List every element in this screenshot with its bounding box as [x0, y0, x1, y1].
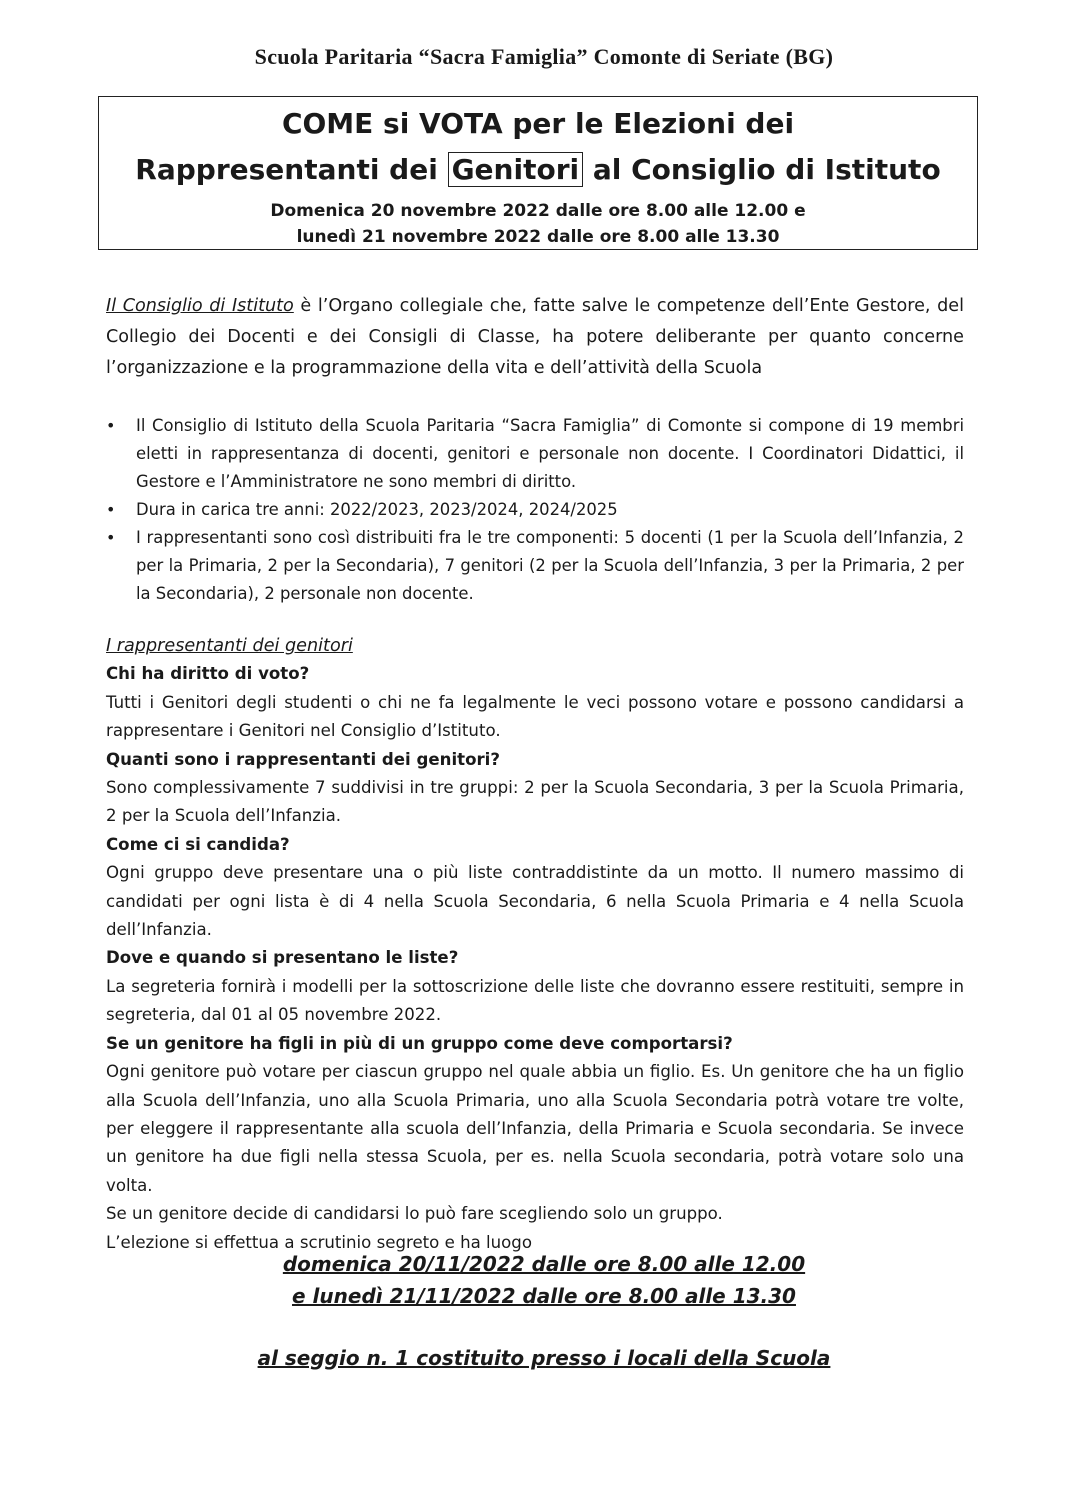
polling-station — [0, 1346, 1088, 1370]
answer-lists: La segreteria fornirà i modelli per la sottoscrizione delle liste che dovranno essere restituiti, sempre in segreteria, dal 01 al 05 novembre 2022. — [106, 976, 964, 1025]
question-candidacy: Come ci si candida? — [106, 834, 290, 854]
title-line-2 — [99, 153, 977, 186]
schedule-line-2: e lunedì 21/11/2022 dalle ore 8.00 alle 13.30 — [292, 1284, 796, 1308]
title-date-2: lunedì 21 novembre 2022 dalle ore 8.00 alle 13.30 — [296, 227, 780, 247]
title-date-1: Domenica 20 novembre 2022 dalle ore 8.00 alle 12.00 e — [270, 201, 806, 221]
title-line-2-post: al Consiglio di Istituto — [583, 153, 941, 186]
question-multiple-children: Se un genitore ha figli in più di un gruppo come deve comportarsi? — [106, 1033, 733, 1053]
genitori-section — [106, 632, 964, 1257]
answer-multiple-children: Ogni genitore può votare per ciascun gruppo nel quale abbia un figlio. Es. Un genitore che ha un figlio alla Scuola dell’Infanzia, uno alla Scuola Primaria, uno alla Scuola Secondaria potrà votare tre volte, per eleggere il rappresentante alla scuola dell’Infanzia, della Primaria e Scuola secondaria. Se invece un genitore ha due figli nella stessa Scuola, per es. nella Scuola secondaria, potrà votare solo una volta. — [106, 1062, 964, 1195]
school-name: Scuola Paritaria “Sacra Famiglia” Comonte di Seriate (BG) — [254, 44, 834, 69]
schedule-line-1: domenica 20/11/2022 dalle ore 8.00 alle 12.00 — [282, 1252, 806, 1276]
title-boxed-word: Genitori — [448, 152, 584, 187]
intro-paragraph — [106, 291, 964, 384]
answer-voting-right: Tutti i Genitori degli studenti o chi ne fa legalmente le veci possono votare e possono candidarsi a rappresentare i Genitori nel Consiglio d’Istituto. — [106, 692, 964, 741]
title-box — [98, 96, 978, 250]
title-line-1: COME si VOTA per le Elezioni dei — [281, 107, 795, 140]
candidacy-note: Se un genitore decide di candidarsi lo può fare scegliendo solo un gruppo. — [106, 1204, 723, 1224]
polling-station-text: al seggio n. 1 costituito presso i locali della Scuola — [257, 1346, 831, 1370]
list-item: • Dura in carica tre anni: 2022/2023, 2023/2024, 2024/2025 — [106, 496, 964, 524]
intro-text: è l’Organo collegiale che, fatte salve le competenze dell’Ente Gestore, del Collegio dei Docenti e dei Consigli di Classe, ha potere deliberante per quanto concerne l’organizzazione e la programmazione della vita e dell’attività della Scuola — [106, 296, 964, 378]
election-note: L’elezione si effettua a scrutinio segreto e ha luogo — [106, 1232, 532, 1252]
answer-candidacy: Ogni gruppo deve presentare una o più liste contraddistinte da un motto. Il numero massimo di candidati per ogni lista è di 4 nella Scuola Secondaria, 6 nella Scuola Primaria e 4 nella Scuola dell’Infanzia. — [106, 863, 964, 940]
section-title: I rappresentanti dei genitori — [106, 636, 353, 656]
question-lists: Dove e quando si presentano le liste? — [106, 948, 459, 968]
election-schedule — [0, 1248, 1088, 1312]
question-voting-right: Chi ha diritto di voto? — [106, 664, 310, 684]
list-item: • Il Consiglio di Istituto della Scuola Paritaria “Sacra Famiglia” di Comonte si compone di 19 membri eletti in rappresentanza di docenti, genitori e personale non docente. I Coordinatori Didattici, il Gestore e l’Amministratore ne sono membri di diritto. — [106, 412, 964, 496]
info-bullet-list — [106, 412, 964, 608]
list-item: • I rappresentanti sono così distribuiti fra le tre componenti: 5 docenti (1 per la Scuola dell’Infanzia, 2 per la Primaria, 2 per la Secondaria), 7 genitori (2 per la Scuola dell’Infanzia, 3 per la Primaria, 2 per la Secondaria), 2 personale non docente. — [106, 524, 964, 608]
answer-how-many: Sono complessivamente 7 suddivisi in tre gruppi: 2 per la Scuola Secondaria, 3 per la Scuola Primaria, 2 per la Scuola dell’Infanzia. — [106, 778, 964, 826]
intro-term: Il Consiglio di Istituto — [106, 296, 294, 316]
title-line-2-pre: Rappresentanti dei — [135, 153, 448, 186]
question-how-many: Quanti sono i rappresentanti dei genitori? — [106, 749, 500, 769]
